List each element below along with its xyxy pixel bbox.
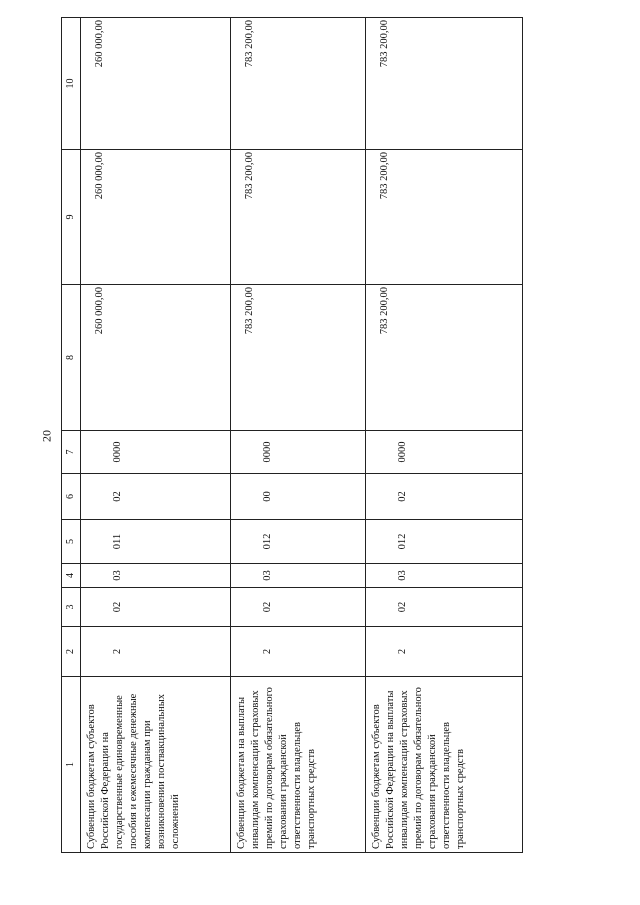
code-cell: 02: [81, 588, 231, 627]
budget-table-container: [61, 18, 521, 853]
amount-cell: 783 200,00: [366, 285, 523, 431]
amount-cell: 783 200,00: [366, 18, 523, 150]
column-header: 9: [62, 150, 81, 285]
row-name: Субвенции бюджетам субъектов Российской Федерации на выплаты инвалидам компенсаций страховых премий по договорам обязательного страхования гражданской ответственности владельцев транспортных средств: [366, 677, 523, 853]
column-header: 6: [62, 474, 81, 520]
amount-cell: 260 000,00: [81, 18, 231, 150]
column-header: 7: [62, 431, 81, 474]
column-header: 4: [62, 564, 81, 588]
column-header: 2: [62, 627, 81, 677]
budget-table: [61, 17, 523, 853]
column-header: 10: [62, 18, 81, 150]
table-row: [81, 18, 231, 853]
column-header: 3: [62, 588, 81, 627]
column-header: 1: [62, 677, 81, 853]
code-cell: 0000: [81, 431, 231, 474]
amount-cell: 783 200,00: [231, 150, 366, 285]
row-name: Субвенции бюджетам субъектов Российской Федерации на государственные единовременные пособия и ежемесячные денежные компенсации гражданам при возникновении поствакцинальных осложнений: [81, 677, 231, 853]
code-cell: 02: [366, 588, 523, 627]
amount-cell: 783 200,00: [366, 150, 523, 285]
table-row: [231, 18, 366, 853]
table-row: [366, 18, 523, 853]
code-cell: 02: [366, 474, 523, 520]
code-cell: 02: [81, 474, 231, 520]
row-name: Субвенции бюджетам на выплаты инвалидам компенсаций страховых премий по договорам обязательного страхования гражданской ответственности владельцев транспортных средств: [231, 677, 366, 853]
code-cell: 012: [366, 520, 523, 564]
code-cell: 2: [231, 627, 366, 677]
code-cell: 00: [231, 474, 366, 520]
code-cell: 0000: [366, 431, 523, 474]
code-cell: 03: [231, 564, 366, 588]
code-cell: 03: [81, 564, 231, 588]
column-header: 5: [62, 520, 81, 564]
amount-cell: 260 000,00: [81, 150, 231, 285]
code-cell: 03: [366, 564, 523, 588]
code-cell: 0000: [231, 431, 366, 474]
code-cell: 2: [81, 627, 231, 677]
column-header: 8: [62, 285, 81, 431]
page-number: 20: [39, 430, 54, 442]
code-cell: 011: [81, 520, 231, 564]
code-cell: 02: [231, 588, 366, 627]
code-cell: 012: [231, 520, 366, 564]
amount-cell: 260 000,00: [81, 285, 231, 431]
code-cell: 2: [366, 627, 523, 677]
amount-cell: 783 200,00: [231, 285, 366, 431]
amount-cell: 783 200,00: [231, 18, 366, 150]
header-row: [62, 18, 81, 853]
